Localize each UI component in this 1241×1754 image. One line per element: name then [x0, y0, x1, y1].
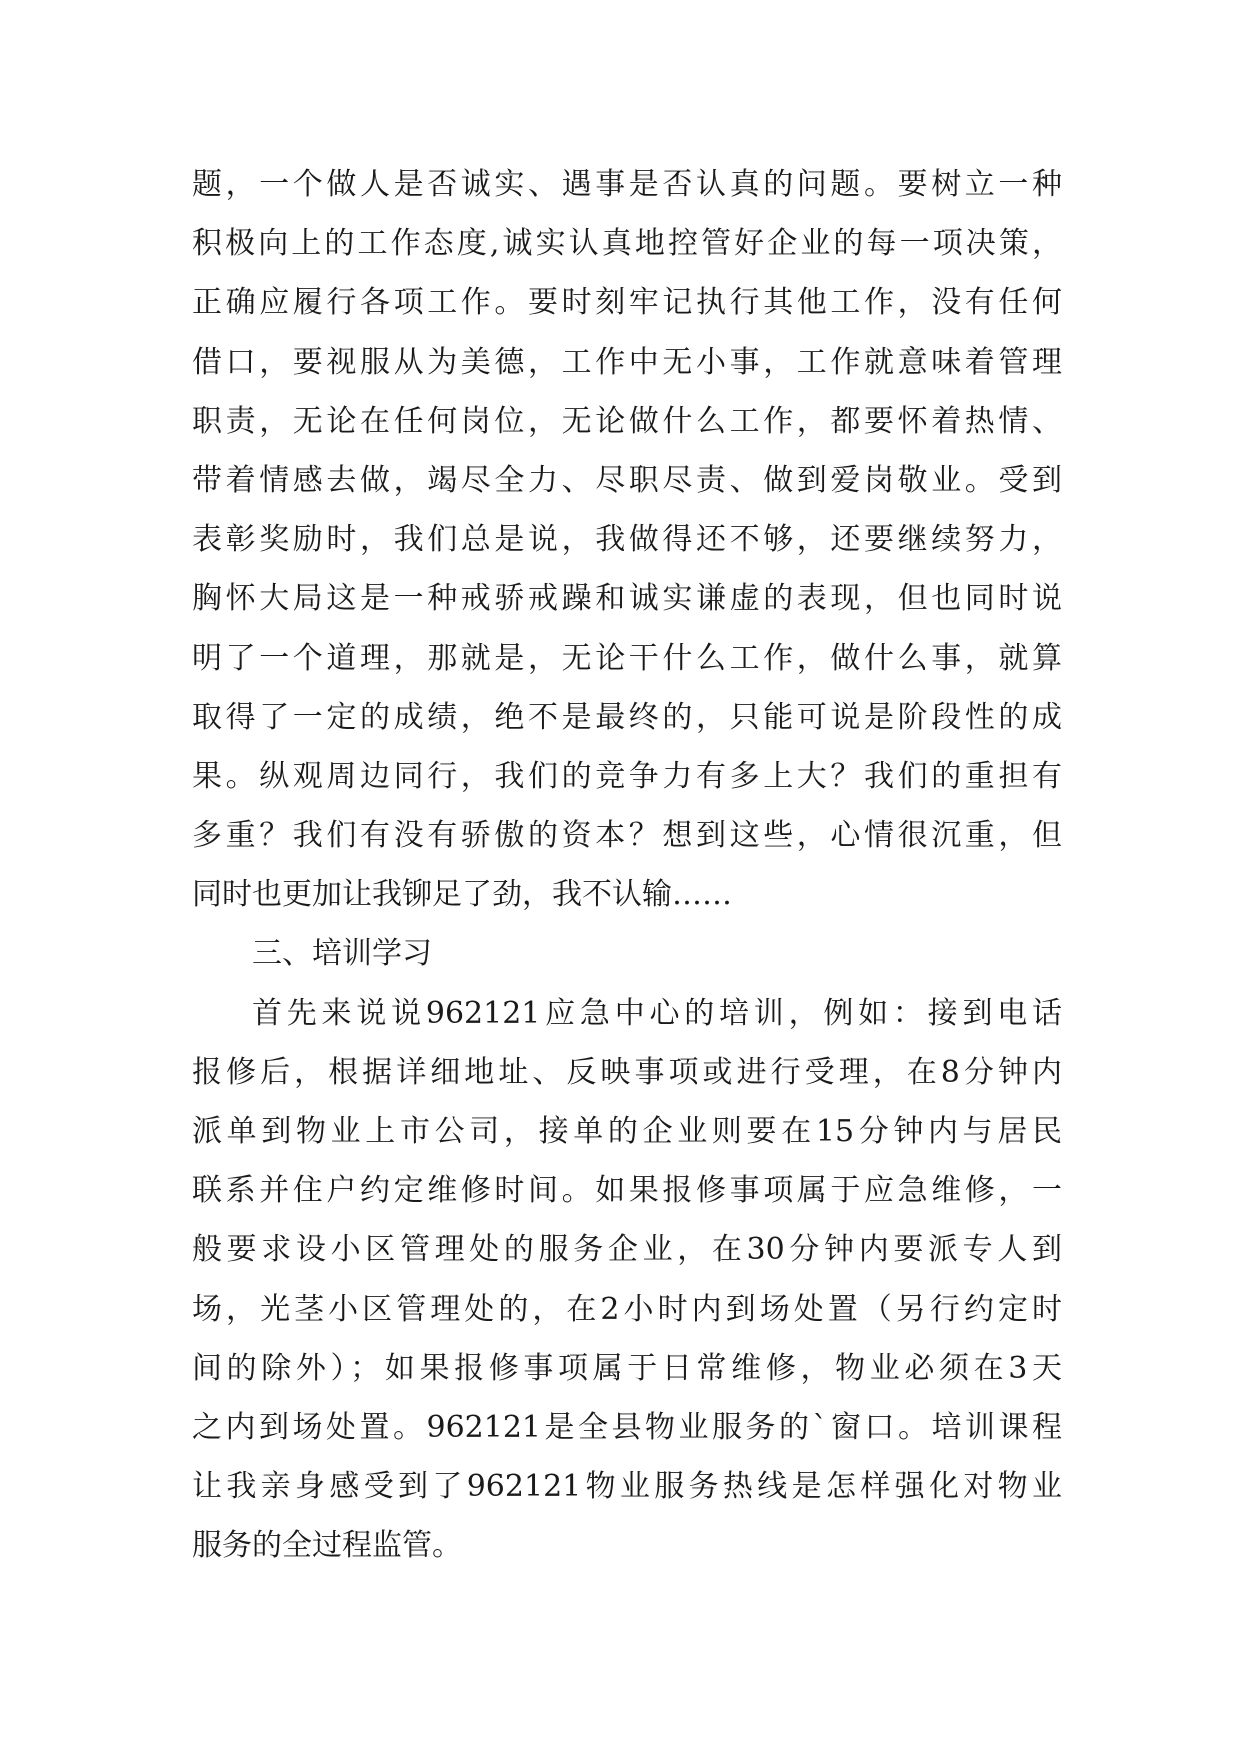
text-line: 同时也更加让我铆足了劲，我不认输…… — [192, 877, 732, 913]
text-line: 场，光茎小区管理处的，在2小时内到场处置（另行约定时 — [192, 1291, 1062, 1327]
text-line: 之内到场处置。962121是全县物业服务的`窗口。培训课程 — [192, 1409, 1062, 1445]
text-line: 间的除外）；如果报修事项属于日常维修，物业必须在3天 — [192, 1350, 1062, 1386]
text-line: 明了一个道理，那就是，无论干什么工作，做什么事，就算 — [192, 640, 1062, 676]
text-line: 让我亲身感受到了962121物业服务热线是怎样强化对物业 — [192, 1469, 1062, 1505]
text-line: 积极向上的工作态度,诚实认真地控管好企业的每一项决策， — [192, 226, 1062, 262]
text-line: 职责，无论在任何岗位，无论做什么工作，都要怀着热情、 — [192, 403, 1062, 439]
text-line: 服务的全过程监管。 — [192, 1528, 462, 1564]
text-line: 借口，要视服从为美德，工作中无小事，工作就意味着管理 — [192, 344, 1062, 380]
body-text — [192, 155, 1062, 1576]
text-line: 表彰奖励时，我们总是说，我做得还不够，还要继续努力， — [192, 522, 1062, 558]
text-line: 带着情感去做，竭尽全力、尽职尽责、做到爱岗敬业。受到 — [192, 462, 1062, 498]
text-line: 取得了一定的成绩，绝不是最终的，只能可说是阶段性的成 — [192, 699, 1062, 735]
text-line: 报修后，根据详细地址、反映事项或进行受理，在8分钟内 — [192, 1054, 1062, 1090]
text-line: 联系并住户约定维修时间。如果报修事项属于应急维修，一 — [192, 1173, 1062, 1209]
text-line: 题，一个做人是否诚实、遇事是否认真的问题。要树立一种 — [192, 167, 1062, 202]
text-line: 多重？我们有没有骄傲的资本？想到这些，心情很沉重，但 — [192, 818, 1062, 854]
text-line: 胸怀大局这是一种戒骄戒躁和诚实谦虚的表现，但也同时说 — [192, 581, 1062, 617]
section-heading: 三、培训学习 — [252, 936, 432, 972]
text-line: 派单到物业上市公司，接单的企业则要在15分钟内与居民 — [192, 1114, 1062, 1149]
text-line: 首先来说说962121应急中心的培训，例如：接到电话 — [252, 995, 1062, 1031]
text-line: 般要求设小区管理处的服务企业，在30分钟内要派专人到 — [192, 1232, 1062, 1268]
text-line: 果。纵观周边同行，我们的竞争力有多上大？我们的重担有 — [192, 758, 1062, 794]
text-line: 正确应履行各项工作。要时刻牢记执行其他工作，没有任何 — [192, 285, 1062, 321]
